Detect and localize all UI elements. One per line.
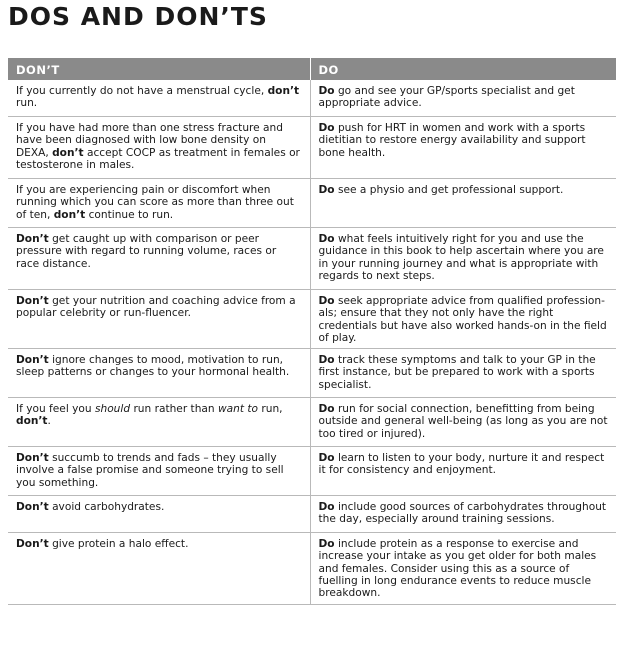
do-cell — [310, 398, 616, 447]
do-cell — [310, 179, 616, 228]
dont-cell — [8, 533, 310, 604]
cell-text: run, — [258, 403, 283, 416]
cell-text: get caught up with comparison or peer pressure with regard to running volume, races or race distance. — [16, 233, 277, 270]
table-row — [8, 80, 616, 117]
bold-text: Do — [318, 85, 335, 97]
cell-text: If you have had more than one stress fracture and have been diagnosed with low bone density on DEXA, — [16, 122, 283, 159]
dont-cell — [8, 80, 310, 117]
do-cell — [310, 349, 616, 398]
dont-cell — [8, 398, 310, 447]
table-row — [8, 117, 616, 179]
cell-text: run. — [16, 97, 38, 110]
dont-cell — [8, 349, 310, 398]
bold-text: Do — [318, 452, 335, 465]
cell-text: . — [47, 415, 51, 428]
cell-text: If you are experiencing pain or discomfort when running which you can score as more than three out of ten, — [16, 184, 294, 221]
table-header-row — [8, 58, 616, 80]
bold-text: Don’t — [16, 452, 49, 465]
cell-text: ignore changes to mood, motivation to run, sleep patterns or changes to your hormonal health. — [16, 354, 290, 379]
bold-text: don’t — [53, 208, 86, 221]
cell-text: push for HRT in women and work with a sports dietitian to restore energy availability and support bone health. — [318, 122, 586, 159]
cell-text: avoid carbohydrates. — [48, 501, 165, 514]
table-row — [8, 533, 616, 604]
dont-cell — [8, 179, 310, 228]
do-cell — [310, 447, 616, 496]
bold-text: Do — [318, 122, 335, 134]
do-column-header: DO — [310, 58, 616, 80]
dont-cell — [8, 496, 310, 533]
cell-text: If you currently do not have a menstrual cycle, — [16, 85, 268, 97]
cell-text: succumb to trends and fads – they usually involve a false promise and someone trying to sell you something. — [16, 452, 284, 489]
cell-text: go and see your GP/sports specialist and get appropriate advice. — [318, 85, 575, 110]
bold-text: Don’t — [16, 233, 49, 245]
bold-text: Do — [318, 403, 335, 416]
table-row — [8, 398, 616, 447]
cell-text: see a physio and get professional support. — [334, 184, 564, 196]
dont-cell — [8, 290, 310, 349]
table-row — [8, 349, 616, 398]
cell-text: give protein a halo effect. — [48, 538, 189, 551]
page-title: DOS AND DON’TS — [8, 2, 268, 31]
table-row — [8, 447, 616, 496]
italic-text: want to — [218, 403, 259, 416]
do-cell — [310, 117, 616, 179]
cell-text: run rather than — [130, 403, 218, 416]
cell-text: include protein as a response to exercise and increase your intake as you get older for both males and females. Consider using this as a source of fuelling in long endurance events to reduce muscle breakdown. — [318, 538, 597, 600]
bold-text: Do — [318, 538, 335, 551]
do-cell — [310, 80, 616, 117]
bold-text: Don’t — [16, 295, 49, 307]
bold-text: don’t — [52, 146, 84, 159]
cell-text: continue to run. — [85, 208, 174, 221]
cell-text: what feels intuitively right for you and use the guidance in this book to help ascertain where you are in your running journey and what is appropriate with regards to next steps. — [318, 233, 604, 282]
bold-text: Don’t — [16, 354, 49, 367]
cell-text: If you feel you — [16, 403, 95, 416]
table-row — [8, 496, 616, 533]
cell-text: learn to listen to your body, nurture it and respect it for consistency and enjoyment. — [318, 452, 605, 477]
dos-donts-table — [8, 58, 616, 605]
dont-cell — [8, 228, 310, 290]
italic-text: should — [94, 403, 131, 416]
bold-text: Do — [318, 295, 335, 307]
dont-column-header: DON’T — [8, 58, 310, 80]
bold-text: Do — [318, 354, 335, 367]
dont-cell — [8, 117, 310, 179]
dont-cell — [8, 447, 310, 496]
do-cell — [310, 533, 616, 604]
cell-text: seek appropriate advice from qualified profession-als; ensure that they not only have the right credentials but have also worked hands-on in the field of play. — [318, 295, 607, 344]
table-row — [8, 179, 616, 228]
do-cell — [310, 228, 616, 290]
bold-text: Do — [318, 501, 335, 514]
bold-text: Do — [318, 233, 335, 245]
cell-text: get your nutrition and coaching advice from a popular celebrity or run-fluencer. — [16, 295, 296, 320]
bold-text: don’t — [16, 415, 48, 428]
cell-text: accept COCP as treatment in females or testosterone in males. — [16, 146, 300, 171]
do-cell — [310, 496, 616, 533]
do-cell — [310, 290, 616, 349]
cell-text: include good sources of carbohydrates throughout the day, especially around training sessions. — [318, 501, 607, 526]
bold-text: Do — [318, 184, 335, 196]
bold-text: Don’t — [16, 538, 49, 551]
bold-text: don’t — [267, 85, 300, 97]
table-row — [8, 228, 616, 290]
bold-text: Don’t — [16, 501, 49, 514]
table-row — [8, 290, 616, 349]
cell-text: run for social connection, benefitting from being outside and general well-being (as long as you are not too tired or injured). — [318, 403, 608, 440]
cell-text: track these symptoms and talk to your GP in the first instance, but be prepared to work with a sports specialist. — [318, 354, 596, 391]
